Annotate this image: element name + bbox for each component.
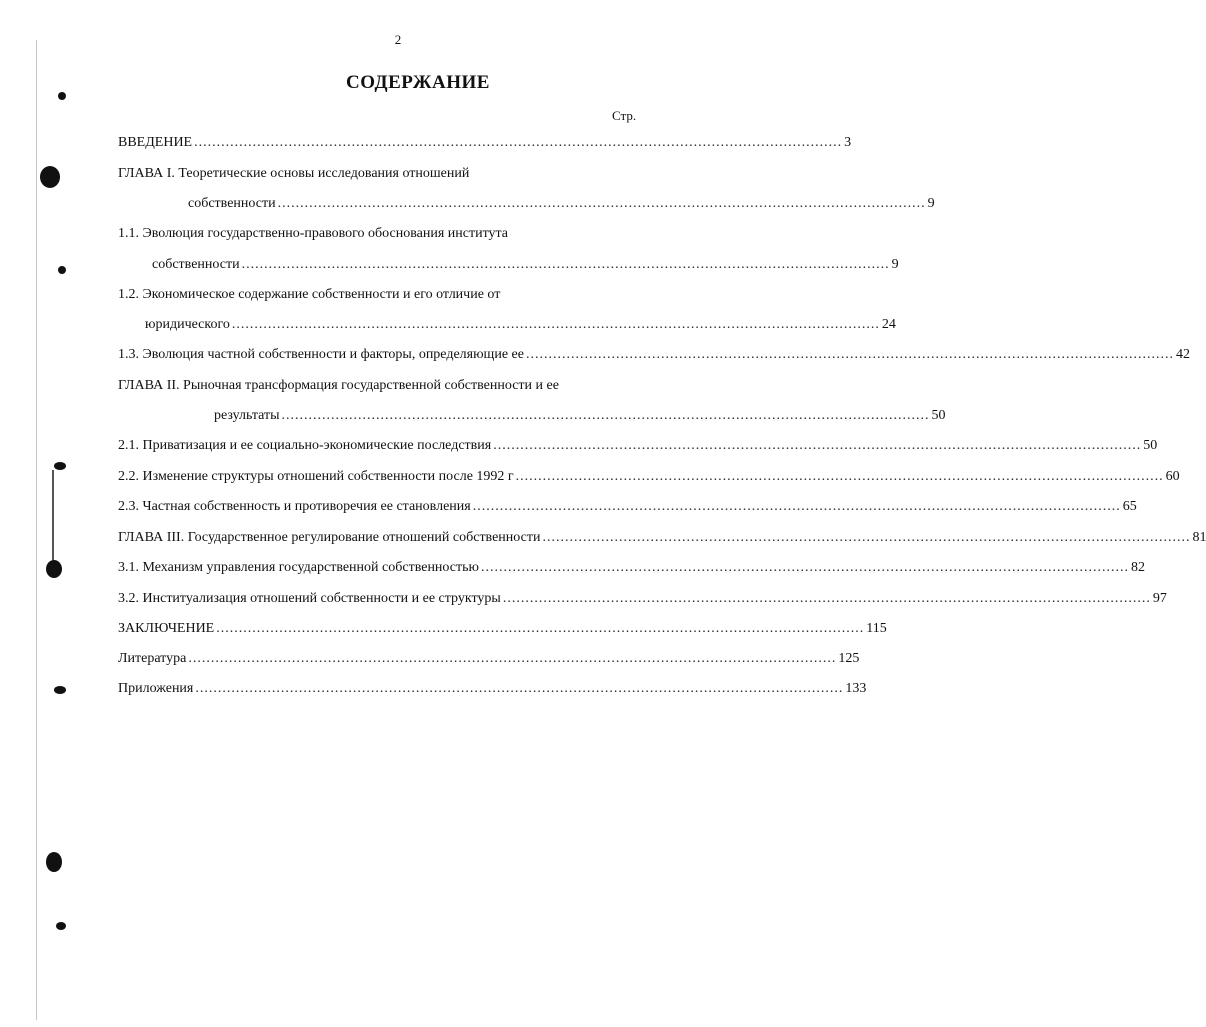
punch-hole-mark xyxy=(46,560,62,578)
punch-hole-mark xyxy=(40,166,60,188)
leader-dots: ................................................................................................................................................ xyxy=(542,530,1191,545)
toc-entry-section-3-2 xyxy=(118,591,1167,611)
toc-entry-label: ЗАКЛЮЧЕНИЕ xyxy=(118,621,215,636)
page-title: СОДЕРЖАНИЕ xyxy=(346,72,490,93)
toc-entry-section-2-1 xyxy=(118,438,1158,458)
page-column-label: Стр. xyxy=(612,108,637,123)
toc-entry-label: Приложения xyxy=(118,681,194,696)
toc-entry-introduction xyxy=(118,135,852,155)
leader-dots: ................................................................................................................................................ xyxy=(472,499,1121,514)
toc-entry-label: 2.3. Частная собственность и противоречия ее становления xyxy=(118,499,471,514)
toc-entry-chapter-3 xyxy=(118,530,1206,550)
leader-dots: ................................................................................................................................................ xyxy=(502,591,1151,606)
toc-entry-page: 115 xyxy=(866,621,887,636)
scan-streak xyxy=(52,470,54,560)
leader-dots: ................................................................................................................................................ xyxy=(493,438,1142,453)
toc-entry-label: юридического xyxy=(145,317,230,332)
leader-dots: ................................................................................................................................................ xyxy=(525,347,1174,362)
toc-entry-label: собственности xyxy=(188,196,276,211)
toc-entry-label: Литература xyxy=(118,651,187,666)
toc-entry-page: 81 xyxy=(1192,530,1206,545)
punch-hole-mark xyxy=(46,852,62,872)
toc-entry-page: 9 xyxy=(891,257,899,272)
toc-entry-page: 42 xyxy=(1175,347,1190,362)
leader-dots: ................................................................................................................................................ xyxy=(515,469,1164,484)
leader-dots: ................................................................................................................................................ xyxy=(480,560,1129,575)
leader-dots: ................................................................................................................................................ xyxy=(188,651,837,666)
toc-entry-page: 50 xyxy=(931,408,946,423)
leader-dots: ................................................................................................................................................ xyxy=(195,681,844,696)
margin-binding-line xyxy=(36,40,37,1020)
leader-dots: ................................................................................................................................................ xyxy=(277,196,926,211)
toc-entry-literature xyxy=(118,651,860,671)
toc-entry-label: 2.1. Приватизация и ее социально-экономические последствия xyxy=(118,438,492,453)
toc-entry-page: 60 xyxy=(1165,469,1180,484)
toc-entry-section-1-1-title: 1.1. Эволюция государственно-правового обоснования института xyxy=(118,226,509,241)
leader-dots: ................................................................................................................................................ xyxy=(194,135,843,150)
punch-hole-mark xyxy=(58,266,66,274)
toc-entry-page: 97 xyxy=(1152,591,1167,606)
toc-entry-label: ВВЕДЕНИЕ xyxy=(118,135,193,150)
toc-entry-page: 24 xyxy=(881,317,896,332)
toc-entry-section-1-3 xyxy=(118,347,1190,367)
toc-entry-page: 133 xyxy=(845,681,867,696)
leader-dots: ................................................................................................................................................ xyxy=(231,317,880,332)
leader-dots: ................................................................................................................................................ xyxy=(281,408,930,423)
page-number: 2 xyxy=(394,32,402,47)
toc-entry-chapter-2 xyxy=(214,408,946,428)
toc-entry-section-1-2 xyxy=(145,317,896,337)
toc-entry-label: 3.2. Институализация отношений собственности и ее структуры xyxy=(118,591,501,606)
toc-entry-label: 1.3. Эволюция частной собственности и факторы, определяющие ее xyxy=(118,347,524,362)
toc-entry-label: результаты xyxy=(214,408,280,423)
toc-entry-chapter-1-title: ГЛАВА I. Теоретические основы исследования отношений xyxy=(118,166,470,181)
toc-entry-page: 65 xyxy=(1122,499,1137,514)
toc-entry-section-3-1 xyxy=(118,560,1145,580)
punch-hole-mark xyxy=(54,462,66,470)
toc-entry-section-2-3 xyxy=(118,499,1137,519)
toc-entry-conclusion xyxy=(118,621,887,641)
toc-entry-label: 2.2. Изменение структуры отношений собственности после 1992 г xyxy=(118,469,514,484)
toc-entry-page: 9 xyxy=(927,196,935,211)
toc-entry-page: 82 xyxy=(1130,560,1145,575)
toc-entry-section-1-1 xyxy=(152,257,899,277)
leader-dots: ................................................................................................................................................ xyxy=(241,257,890,272)
toc-entry-chapter-2-title: ГЛАВА II. Рыночная трансформация государственной собственности и ее xyxy=(118,378,559,393)
punch-hole-mark xyxy=(56,922,66,930)
toc-entry-chapter-1 xyxy=(188,196,935,216)
toc-entry-page: 3 xyxy=(844,135,852,150)
toc-entry-section-2-2 xyxy=(118,469,1180,489)
toc-entry-section-1-2-title: 1.2. Экономическое содержание собственности и его отличие от xyxy=(118,287,501,302)
punch-hole-mark xyxy=(54,686,66,694)
toc-entry-label: собственности xyxy=(152,257,240,272)
toc-entry-page: 50 xyxy=(1143,438,1158,453)
toc-entry-label: 3.1. Механизм управления государственной собственностью xyxy=(118,560,479,575)
toc-entry-page: 125 xyxy=(838,651,860,666)
toc-entry-label: ГЛАВА III. Государственное регулирование отношений собственности xyxy=(118,530,541,545)
toc-entry-appendix xyxy=(118,681,867,701)
leader-dots: ................................................................................................................................................ xyxy=(216,621,865,636)
